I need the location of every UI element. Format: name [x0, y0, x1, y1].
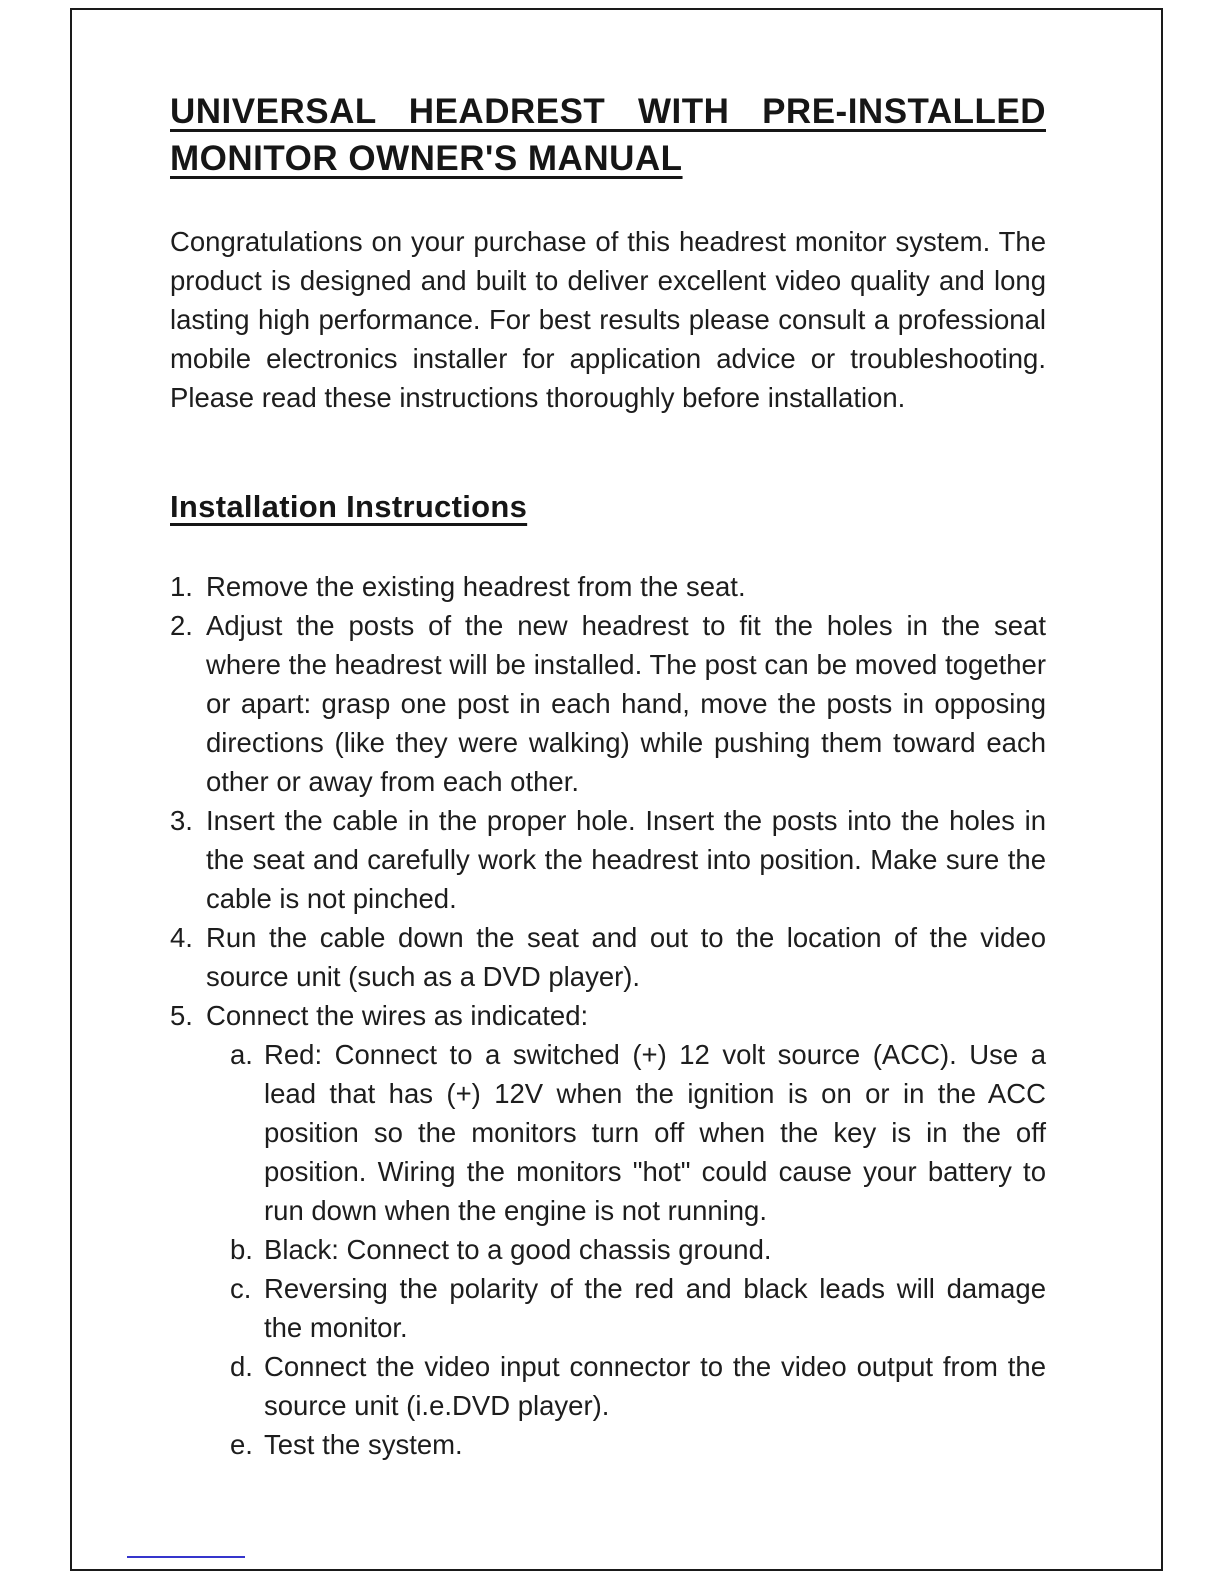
section-heading-installation-instructions: Installation Instructions — [170, 489, 528, 524]
installation-steps-list — [170, 567, 1046, 1464]
document-title-line1: UNIVERSAL HEADREST WITH PRE-INSTALLED — [170, 92, 1046, 131]
step-text: Remove the existing headrest from the seat. — [206, 571, 746, 602]
step-item-4 — [170, 918, 1046, 996]
step-number: 4. — [170, 922, 193, 953]
step-item-2 — [170, 606, 1046, 801]
substep-letter: a. — [230, 1039, 253, 1070]
step-text: Adjust the posts of the new headrest to fit the holes in the seat where the headrest will be installed. The post can be moved together or apart: grasp one post in each hand, move the posts in opposing directions (like they were walking) while pushing them toward each other or away from each other. — [206, 610, 1046, 797]
substep-item-e — [230, 1425, 1046, 1464]
substep-text: Test the system. — [264, 1429, 463, 1460]
substep-text: Connect the video input connector to the video output from the source unit (i.e.DVD player). — [264, 1351, 1046, 1421]
step-number: 1. — [170, 571, 193, 602]
substep-item-a — [230, 1035, 1046, 1230]
substep-item-d — [230, 1347, 1046, 1425]
step-text: Connect the wires as indicated: — [206, 1000, 589, 1031]
manual-page-content — [170, 88, 1046, 1464]
step-number: 5. — [170, 1000, 193, 1031]
step-item-3 — [170, 801, 1046, 918]
document-title — [170, 88, 1046, 182]
step-number: 3. — [170, 805, 193, 836]
step-text: Insert the cable in the proper hole. Insert the posts into the holes in the seat and carefully work the headrest into position. Make sure the cable is not pinched. — [206, 805, 1046, 914]
step-item-5 — [170, 996, 1046, 1035]
substep-text: Red: Connect to a switched (+) 12 volt source (ACC). Use a lead that has (+) 12V when the ignition is on or in the ACC position so the monitors turn off when the key is in the off position. Wiring the monitors "hot" could cause your battery to run down when the engine is not running. — [264, 1039, 1046, 1226]
substep-text: Black: Connect to a good chassis ground. — [264, 1234, 772, 1265]
step-number: 2. — [170, 610, 193, 641]
substep-item-c — [230, 1269, 1046, 1347]
substep-item-b — [230, 1230, 1046, 1269]
substep-letter: d. — [230, 1351, 253, 1382]
step-item-1 — [170, 567, 1046, 606]
substep-letter: c. — [230, 1273, 252, 1304]
intro-paragraph: Congratulations on your purchase of this headrest monitor system. The product is designed and built to deliver excellent video quality and long lasting high performance. For best results please consult a professional mobile electronics installer for application advice or troubleshooting. Please read these instructions thoroughly before installation. — [170, 226, 1046, 413]
substep-letter: b. — [230, 1234, 253, 1265]
wiring-substeps-list — [230, 1035, 1046, 1464]
footer-link-underline[interactable] — [127, 1556, 245, 1558]
substep-letter: e. — [230, 1429, 253, 1460]
document-title-line2: MONITOR OWNER'S MANUAL — [170, 139, 683, 178]
step-text: Run the cable down the seat and out to the location of the video source unit (such as a DVD player). — [206, 922, 1046, 992]
substep-text: Reversing the polarity of the red and black leads will damage the monitor. — [264, 1273, 1046, 1343]
